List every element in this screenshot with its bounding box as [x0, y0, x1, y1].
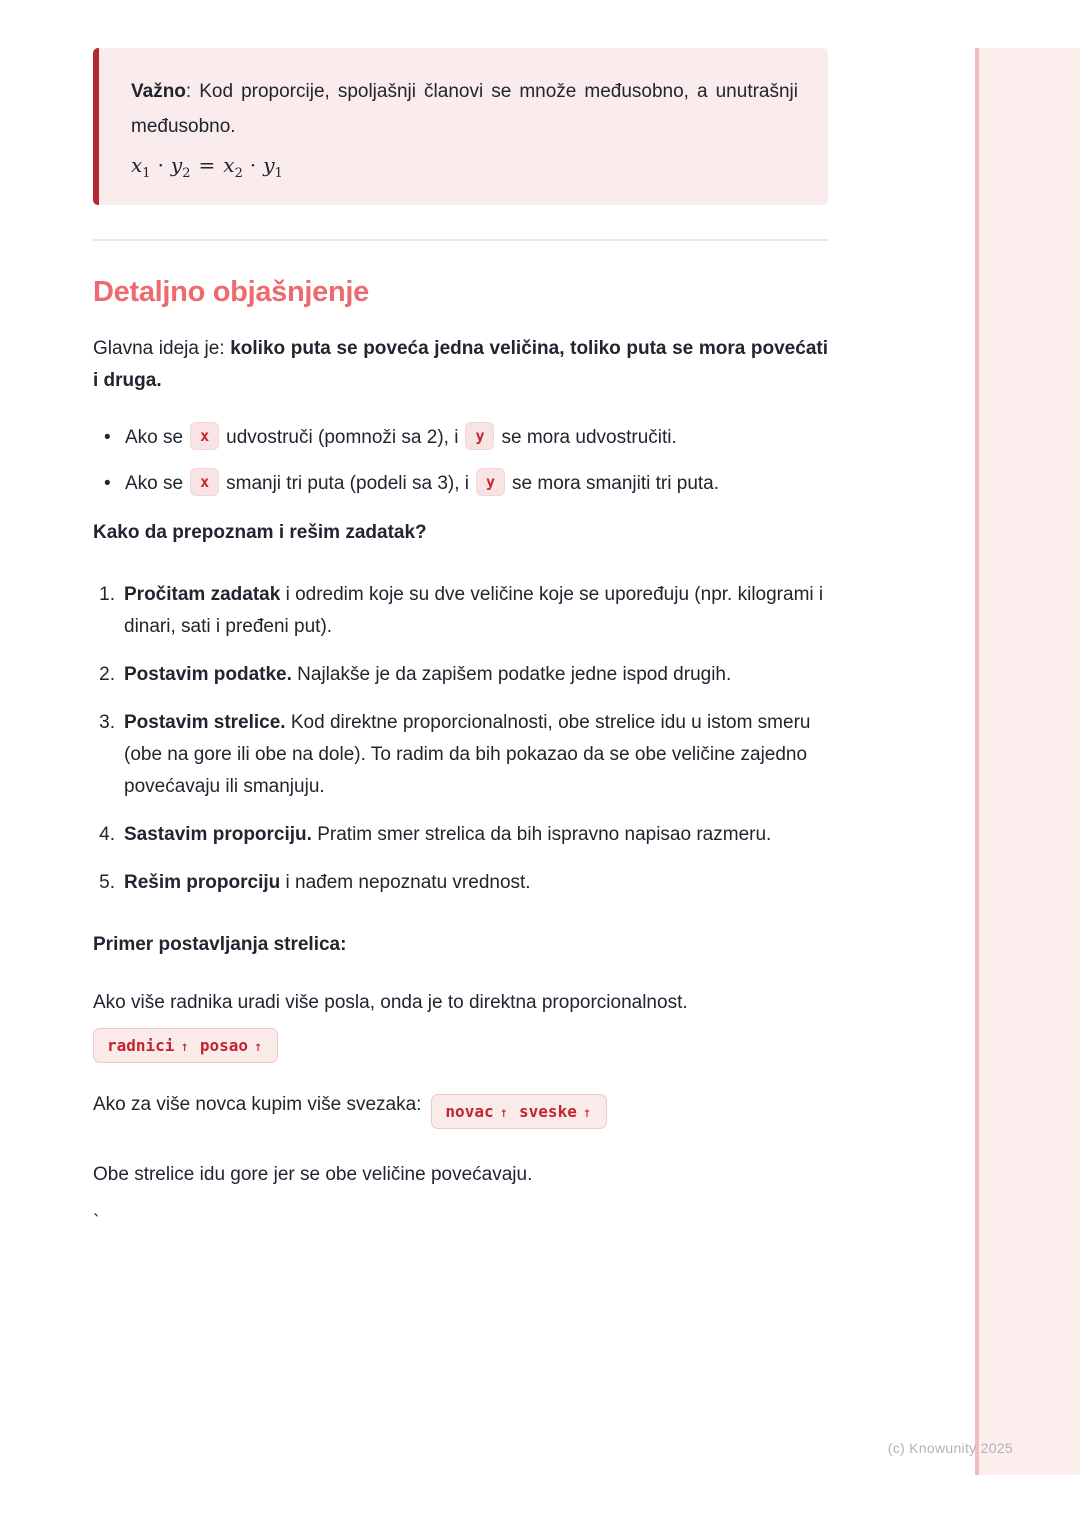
step-rest: i odredim koje su dve veličine koje se upoređuju (npr. kilogrami i dinari, sati i pređeni put). — [124, 584, 824, 637]
up-arrow-icon: ↑ — [180, 1039, 189, 1055]
step-number: 2. — [99, 664, 115, 685]
formula-sub: 1 — [274, 166, 283, 181]
formula-sub: 2 — [182, 166, 191, 181]
formula-sub: 1 — [142, 166, 151, 181]
step-rest: Kod direktne proporcionalnosti, obe strelice idu u istom smeru (obe na gore ili obe na dole). To radim da bih pokazao da se obe veličine zajedno povećavaju ili smanjuju. — [124, 712, 811, 797]
proportion-formula — [131, 153, 798, 181]
copyright-footer: (c) Knowunity 2025 — [887, 1440, 1013, 1456]
callout-body: : Kod proporcije, spoljašnji članovi se množe međusobno, a unutrašnji međusobno. — [131, 81, 798, 137]
step-bold: Sastavim proporciju. — [124, 824, 312, 845]
main-idea-lead: Glavna ideja je: — [93, 338, 231, 359]
up-arrow-icon: ↑ — [254, 1039, 263, 1055]
code-badge-y: y — [476, 468, 505, 496]
badge-label: sveske — [519, 1102, 577, 1121]
step-text — [124, 707, 828, 803]
list-item — [93, 467, 828, 501]
step-item — [93, 707, 828, 803]
step-item — [93, 819, 828, 851]
conclusion-paragraph: Obe strelice idu gore jer se obe veličine povećavaju. — [93, 1164, 533, 1185]
formula-dot: · — [157, 153, 164, 177]
formula-dot: · — [249, 153, 257, 177]
list-item — [93, 421, 828, 455]
section-heading: Detaljno objašnjenje — [93, 276, 369, 308]
workers-badge-line — [93, 1028, 828, 1063]
step-bold: Pročitam zadatak — [124, 584, 281, 605]
step-rest: i nađem nepoznatu vrednost. — [280, 872, 531, 893]
bullet-text: Ako se — [125, 473, 184, 494]
important-callout — [93, 48, 828, 205]
steps-list — [93, 579, 828, 899]
step-item — [93, 867, 828, 899]
section-divider — [93, 239, 828, 241]
subheading-example: Primer postavljanja strelica: — [93, 934, 347, 955]
badge-label: radnici — [107, 1036, 175, 1055]
step-text — [124, 867, 828, 899]
main-idea-bold: koliko puta se poveća jedna veličina, toliko puta se mora povećati i druga. — [93, 338, 828, 391]
step-bold: Postavim podatke. — [124, 664, 292, 685]
step-number: 1. — [99, 584, 115, 605]
workers-paragraph: Ako više radnika uradi više posla, onda je to direktna proporcionalnost. — [93, 992, 688, 1013]
bullet-text: se mora smanjiti tri puta. — [512, 473, 720, 494]
step-item — [93, 579, 828, 643]
bullet-text: udvostruči (pomnoži sa 2), i — [226, 427, 459, 448]
workers-badge — [93, 1028, 278, 1063]
bullet-list — [93, 421, 828, 501]
step-text — [124, 819, 828, 851]
step-rest: Najlakše je da zapišem podatke jedne ispod drugih. — [291, 664, 732, 685]
main-idea-paragraph — [93, 333, 828, 397]
formula-var: y — [170, 153, 183, 177]
up-arrow-icon: ↑ — [499, 1105, 509, 1121]
callout-title: Važno — [131, 81, 186, 102]
up-arrow-icon: ↑ — [582, 1105, 592, 1121]
bullet-text: se mora udvostručiti. — [501, 427, 677, 448]
code-badge-y: y — [465, 422, 494, 450]
step-text — [124, 659, 828, 691]
formula-var: x — [131, 153, 143, 177]
step-rest: Pratim smer strelica da bih ispravno napisao razmeru. — [311, 824, 772, 845]
step-bold: Postavim strelice. — [124, 712, 286, 733]
step-number: 5. — [99, 872, 115, 893]
money-paragraph — [93, 1089, 828, 1129]
badge-label: posao — [199, 1036, 249, 1055]
money-badge — [431, 1094, 607, 1129]
content-column — [93, 48, 828, 1233]
right-margin-strip — [975, 48, 1080, 1475]
step-number: 4. — [99, 824, 115, 845]
money-lead: Ako za više novca kupim više svezaka: — [93, 1094, 422, 1115]
formula-equals: = — [198, 153, 216, 177]
badge-label: novac — [445, 1102, 494, 1121]
formula-var: y — [263, 153, 275, 177]
step-item — [93, 659, 828, 691]
bullet-text: smanji tri puta (podeli sa 3), i — [226, 473, 470, 494]
bullet-text: Ako se — [125, 427, 184, 448]
code-badge-x: x — [190, 422, 219, 450]
callout-text — [131, 74, 798, 144]
step-number: 3. — [99, 712, 115, 733]
stray-backtick: ` — [93, 1212, 100, 1233]
step-text — [124, 579, 828, 643]
formula-var: x — [223, 153, 235, 177]
formula-sub: 2 — [234, 166, 243, 181]
subheading-steps: Kako da prepoznam i rešim zadatak? — [93, 522, 427, 543]
code-badge-x: x — [190, 468, 219, 496]
step-bold: Rešim proporciju — [124, 872, 281, 893]
